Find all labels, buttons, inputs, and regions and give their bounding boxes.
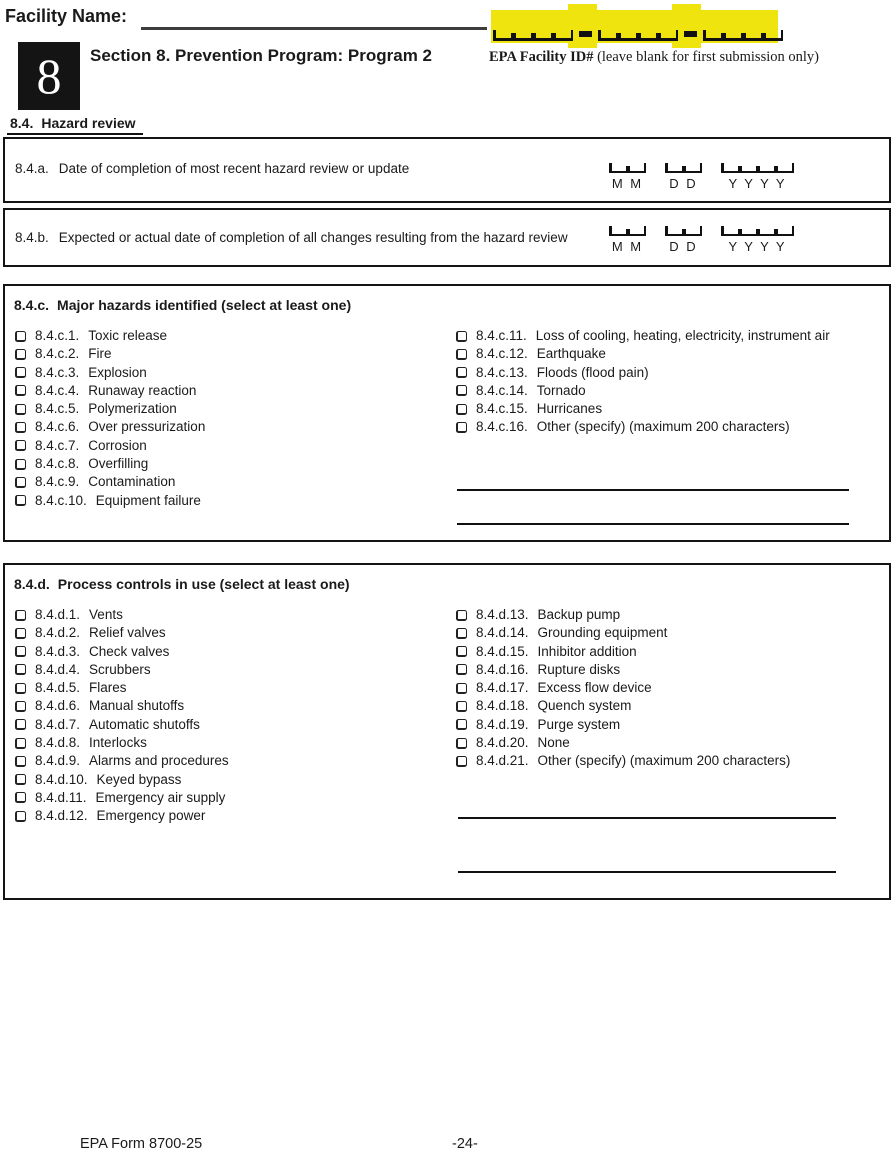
question-title: Process controls in use (select at least one) bbox=[57, 576, 350, 592]
item-code: 8.4.c.4. bbox=[35, 382, 80, 398]
hazards-list-right bbox=[456, 327, 830, 437]
question-text: Expected or actual date of completion of all changes resulting from the hazard review bbox=[58, 230, 568, 245]
question-title: Major hazards identified (select at least one) bbox=[57, 297, 352, 313]
day-field[interactable] bbox=[665, 226, 702, 254]
checkbox[interactable] bbox=[15, 628, 26, 639]
checkbox-item bbox=[15, 716, 229, 734]
checkbox[interactable] bbox=[15, 349, 26, 360]
item-label: Purge system bbox=[537, 716, 621, 732]
checkbox-item bbox=[456, 661, 790, 679]
item-label: Quench system bbox=[537, 698, 632, 714]
item-label: Loss of cooling, heating, electricity, instrument air bbox=[535, 328, 830, 343]
item-code: 8.4.d.13. bbox=[476, 607, 529, 622]
section-number: 8 bbox=[36, 48, 62, 104]
checkbox[interactable] bbox=[456, 738, 467, 749]
form-number: EPA Form 8700-25 bbox=[80, 1136, 203, 1152]
item-code: 8.4.d.11. bbox=[35, 789, 87, 805]
checkbox-item bbox=[456, 734, 790, 752]
checkbox-item bbox=[456, 624, 790, 642]
item-code: 8.4.d.3. bbox=[35, 643, 81, 659]
question-code: 8.4.b. bbox=[15, 230, 49, 245]
item-code: 8.4.d.15. bbox=[476, 643, 529, 659]
item-label: Flares bbox=[89, 680, 127, 696]
facility-name-label: Facility Name: bbox=[5, 6, 128, 26]
checkbox-item bbox=[456, 716, 790, 734]
checkbox-item bbox=[15, 382, 205, 400]
item-code: 8.4.d.1. bbox=[35, 607, 81, 622]
checkbox[interactable] bbox=[15, 495, 26, 506]
question-8-4-b-box bbox=[3, 208, 891, 267]
item-code: 8.4.c.7. bbox=[35, 437, 80, 453]
item-code: 8.4.d.16. bbox=[476, 661, 529, 677]
checkbox-item bbox=[456, 364, 830, 382]
month-label: M M bbox=[611, 239, 644, 254]
question-8-4-a-box bbox=[3, 137, 891, 203]
checkbox[interactable] bbox=[456, 701, 467, 712]
item-label: Automatic shutoffs bbox=[89, 716, 200, 732]
subsection-8-4-heading bbox=[10, 115, 136, 131]
other-specify-line-1[interactable] bbox=[458, 817, 836, 819]
epa-id-dash bbox=[579, 31, 592, 37]
item-label: Relief valves bbox=[89, 625, 166, 641]
checkbox-item bbox=[15, 345, 205, 363]
checkbox-item bbox=[15, 364, 205, 382]
item-code: 8.4.d.9. bbox=[35, 753, 81, 769]
checkbox-item bbox=[15, 789, 229, 807]
highlight-mark bbox=[568, 41, 597, 48]
checkbox[interactable] bbox=[15, 719, 26, 730]
item-code: 8.4.c.15. bbox=[476, 401, 528, 417]
checkbox[interactable] bbox=[456, 719, 467, 730]
checkbox-item bbox=[456, 679, 790, 697]
question-8-4-b bbox=[15, 230, 568, 245]
year-label: Y Y Y Y bbox=[728, 239, 787, 254]
question-code: 8.4.a. bbox=[15, 161, 49, 176]
item-code: 8.4.c.13. bbox=[476, 364, 528, 380]
checkbox[interactable] bbox=[15, 756, 26, 767]
item-code: 8.4.c.11. bbox=[476, 328, 527, 343]
checkbox[interactable] bbox=[15, 701, 26, 712]
checkbox-item bbox=[15, 661, 229, 679]
checkbox[interactable] bbox=[15, 811, 26, 822]
checkbox-item bbox=[15, 327, 205, 345]
item-label: Emergency power bbox=[96, 808, 206, 824]
item-code: 8.4.d.19. bbox=[476, 716, 529, 732]
item-code: 8.4.c.2. bbox=[35, 346, 80, 362]
checkbox-item bbox=[15, 643, 229, 661]
question-8-4-c-heading bbox=[14, 297, 351, 313]
month-field[interactable] bbox=[609, 226, 646, 254]
item-label: Floods (flood pain) bbox=[536, 364, 649, 380]
checkbox-item bbox=[15, 807, 229, 825]
checkbox-item bbox=[456, 400, 830, 418]
checkbox-item bbox=[15, 418, 205, 436]
item-code: 8.4.c.12. bbox=[476, 346, 528, 362]
highlight-mark bbox=[672, 41, 701, 48]
checkbox[interactable] bbox=[15, 610, 26, 621]
item-code: 8.4.c.16. bbox=[476, 419, 528, 435]
question-code: 8.4.c. bbox=[14, 297, 50, 313]
checkbox[interactable] bbox=[456, 683, 467, 694]
checkbox[interactable] bbox=[15, 367, 26, 378]
checkbox-item bbox=[456, 697, 790, 715]
checkbox-item bbox=[456, 327, 830, 345]
epa-id-caption bbox=[489, 49, 819, 66]
item-code: 8.4.d.10. bbox=[35, 771, 88, 787]
checkbox[interactable] bbox=[456, 756, 467, 767]
item-code: 8.4.d.7. bbox=[35, 716, 81, 732]
item-code: 8.4.c.1. bbox=[35, 328, 80, 343]
checkbox[interactable] bbox=[456, 331, 467, 342]
checkbox[interactable] bbox=[15, 459, 26, 470]
epa-id-segment-1[interactable] bbox=[493, 30, 573, 41]
section-title: Section 8. Prevention Program: Program 2 bbox=[90, 46, 432, 65]
item-label: Check valves bbox=[89, 643, 170, 659]
checkbox-item bbox=[456, 752, 790, 770]
other-specify-line-1[interactable] bbox=[457, 489, 849, 491]
checkbox[interactable] bbox=[456, 628, 467, 639]
day-field[interactable] bbox=[665, 163, 702, 191]
checkbox-item bbox=[456, 606, 790, 624]
item-label: Other (specify) (maximum 200 characters) bbox=[536, 419, 790, 435]
item-code: 8.4.d.4. bbox=[35, 661, 81, 677]
item-label: Scrubbers bbox=[89, 661, 151, 677]
other-specify-line-2[interactable] bbox=[458, 871, 836, 873]
item-label: Alarms and procedures bbox=[89, 753, 229, 769]
checkbox[interactable] bbox=[456, 404, 467, 415]
item-label: Other (specify) (maximum 200 characters) bbox=[537, 753, 791, 769]
item-label: Fire bbox=[88, 346, 112, 362]
item-label: Polymerization bbox=[88, 401, 177, 417]
year-field[interactable] bbox=[721, 226, 794, 254]
item-label: Emergency air supply bbox=[95, 789, 226, 805]
item-code: 8.4.d.5. bbox=[35, 680, 81, 696]
checkbox-item bbox=[15, 400, 205, 418]
checkbox[interactable] bbox=[15, 646, 26, 657]
item-code: 8.4.d.2. bbox=[35, 625, 81, 641]
checkbox[interactable] bbox=[15, 477, 26, 488]
item-code: 8.4.c.14. bbox=[476, 382, 528, 398]
item-code: 8.4.c.6. bbox=[35, 419, 80, 435]
item-label: Grounding equipment bbox=[537, 625, 668, 641]
item-code: 8.4.d.20. bbox=[476, 735, 529, 751]
epa-id-caption-label: EPA Facility ID# bbox=[489, 49, 594, 65]
checkbox[interactable] bbox=[456, 349, 467, 360]
item-label: Vents bbox=[89, 607, 123, 622]
other-specify-line-2[interactable] bbox=[457, 523, 849, 525]
item-label: Equipment failure bbox=[95, 492, 201, 508]
item-label: Tornado bbox=[536, 382, 586, 398]
controls-list-right bbox=[456, 606, 790, 771]
checkbox[interactable] bbox=[456, 367, 467, 378]
checkbox[interactable] bbox=[15, 792, 26, 803]
checkbox-item bbox=[15, 606, 229, 624]
checkbox[interactable] bbox=[15, 422, 26, 433]
checkbox-item bbox=[15, 624, 229, 642]
epa-id-caption-note: (leave blank for first submission only) bbox=[593, 49, 819, 65]
year-label: Y Y Y Y bbox=[728, 176, 787, 191]
epa-id-highlight bbox=[491, 10, 778, 43]
checkbox[interactable] bbox=[15, 683, 26, 694]
question-text: Date of completion of most recent hazard review or update bbox=[58, 161, 410, 176]
item-label: Keyed bypass bbox=[96, 771, 182, 787]
item-label: Overfilling bbox=[88, 456, 149, 472]
item-label: Corrosion bbox=[88, 437, 147, 453]
item-label: Backup pump bbox=[537, 607, 621, 622]
checkbox-item bbox=[15, 697, 229, 715]
checkbox-item bbox=[456, 643, 790, 661]
item-code: 8.4.d.21. bbox=[476, 753, 529, 769]
highlight-mark bbox=[568, 4, 597, 11]
item-code: 8.4.d.17. bbox=[476, 680, 529, 696]
checkbox-item bbox=[15, 679, 229, 697]
item-code: 8.4.c.10. bbox=[35, 492, 87, 508]
item-label: Toxic release bbox=[88, 328, 168, 343]
item-code: 8.4.c.8. bbox=[35, 456, 80, 472]
item-label: Excess flow device bbox=[537, 680, 652, 696]
checkbox[interactable] bbox=[15, 331, 26, 342]
checkbox-item bbox=[456, 382, 830, 400]
item-label: Hurricanes bbox=[536, 401, 603, 417]
day-label: D D bbox=[669, 176, 698, 191]
item-label: Runaway reaction bbox=[88, 382, 197, 398]
checkbox[interactable] bbox=[15, 440, 26, 451]
checkbox-item bbox=[456, 345, 830, 363]
item-code: 8.4.d.14. bbox=[476, 625, 529, 641]
checkbox[interactable] bbox=[15, 738, 26, 749]
epa-id-dash bbox=[684, 31, 697, 37]
checkbox[interactable] bbox=[15, 774, 26, 785]
checkbox-item bbox=[15, 473, 205, 491]
item-code: 8.4.c.5. bbox=[35, 401, 80, 417]
checkbox[interactable] bbox=[456, 646, 467, 657]
checkbox-item bbox=[456, 418, 830, 436]
item-label: Over pressurization bbox=[88, 419, 206, 435]
checkbox[interactable] bbox=[456, 385, 467, 396]
checkbox[interactable] bbox=[456, 422, 467, 433]
checkbox[interactable] bbox=[456, 610, 467, 621]
page-number: -24- bbox=[452, 1136, 478, 1152]
item-code: 8.4.c.9. bbox=[35, 474, 80, 490]
checkbox[interactable] bbox=[15, 664, 26, 675]
item-label: Explosion bbox=[88, 364, 147, 380]
item-label: None bbox=[537, 735, 570, 751]
question-8-4-a bbox=[15, 161, 409, 176]
checkbox-item bbox=[15, 455, 205, 473]
item-code: 8.4.d.12. bbox=[35, 808, 88, 824]
checkbox-item bbox=[15, 752, 229, 770]
year-field[interactable] bbox=[721, 163, 794, 191]
item-code: 8.4.d.6. bbox=[35, 698, 81, 714]
question-8-4-d-box bbox=[3, 563, 891, 900]
facility-name-input-line[interactable] bbox=[141, 27, 487, 30]
controls-list-left bbox=[15, 606, 229, 826]
epa-id-segment-3[interactable] bbox=[703, 30, 783, 41]
subsection-title: Hazard review bbox=[41, 115, 136, 131]
item-label: Interlocks bbox=[89, 735, 147, 751]
month-field[interactable] bbox=[609, 163, 646, 191]
item-label: Contamination bbox=[88, 474, 176, 490]
section-number-box bbox=[18, 42, 80, 110]
epa-facility-id-field[interactable] bbox=[493, 30, 783, 41]
subsection-code: 8.4. bbox=[10, 115, 34, 131]
item-label: Earthquake bbox=[536, 346, 606, 362]
subsection-underline bbox=[7, 133, 143, 135]
item-label: Manual shutoffs bbox=[89, 698, 185, 714]
day-label: D D bbox=[669, 239, 698, 254]
checkbox-item bbox=[15, 437, 205, 455]
checkbox-item bbox=[15, 492, 205, 510]
item-code: 8.4.d.8. bbox=[35, 735, 81, 751]
checkbox[interactable] bbox=[456, 664, 467, 675]
question-code: 8.4.d. bbox=[14, 576, 50, 592]
checkbox-item bbox=[15, 771, 229, 789]
highlight-mark bbox=[672, 4, 701, 11]
checkbox-item bbox=[15, 734, 229, 752]
item-label: Inhibitor addition bbox=[537, 643, 637, 659]
item-code: 8.4.c.3. bbox=[35, 364, 80, 380]
question-8-4-d-heading bbox=[14, 576, 350, 592]
checkbox[interactable] bbox=[15, 404, 26, 415]
item-code: 8.4.d.18. bbox=[476, 698, 529, 714]
checkbox[interactable] bbox=[15, 385, 26, 396]
epa-id-segment-2[interactable] bbox=[598, 30, 678, 41]
month-label: M M bbox=[611, 176, 644, 191]
item-label: Rupture disks bbox=[537, 661, 621, 677]
hazards-list-left bbox=[15, 327, 205, 510]
question-8-4-c-box bbox=[3, 284, 891, 542]
